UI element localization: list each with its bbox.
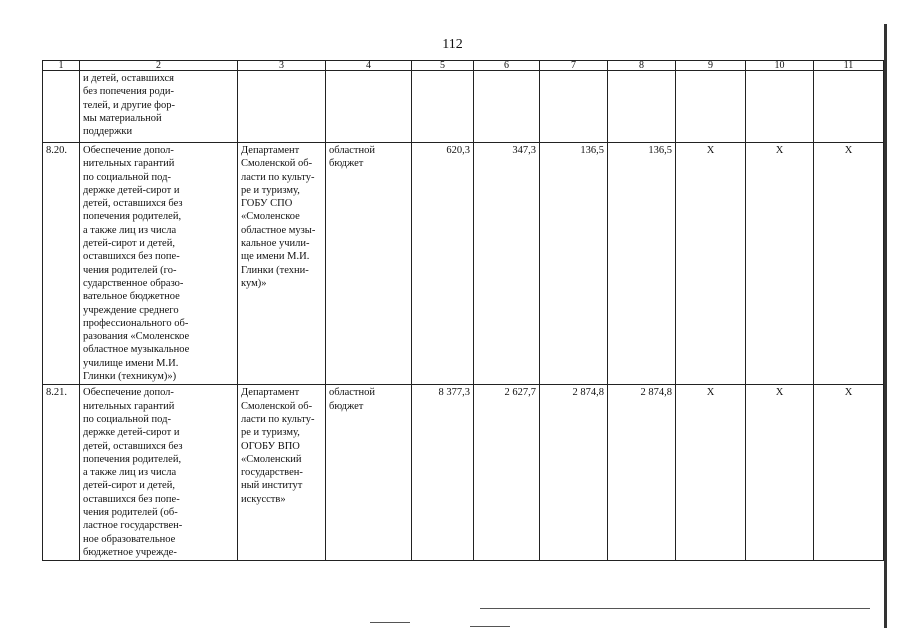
column-header: 9: [676, 61, 746, 71]
page-number: 112: [442, 37, 463, 52]
row-value-9: X: [676, 143, 746, 385]
column-number-row: [43, 61, 884, 71]
column-header: 10: [746, 61, 814, 71]
row-value-8: 136,5: [608, 143, 676, 385]
scan-edge-mark: [884, 24, 887, 628]
row-value-11: X: [814, 143, 884, 385]
row-value-9: X: [676, 385, 746, 561]
row-value-11: X: [814, 385, 884, 561]
row-value-8: 2 874,8: [608, 385, 676, 561]
column-header: 1: [43, 61, 80, 71]
table-row: [43, 143, 884, 385]
column-header: 3: [238, 61, 326, 71]
row-value-6: 347,3: [474, 143, 540, 385]
scan-artifact-line: [370, 622, 410, 623]
row-value-10: X: [746, 143, 814, 385]
row-value-5: 620,3: [412, 143, 474, 385]
budget-table: [42, 60, 884, 561]
table-row: [43, 385, 884, 561]
scan-artifact-line: [480, 608, 870, 609]
column-header: 11: [814, 61, 884, 71]
continuation-row: [43, 71, 884, 143]
row-value-10: X: [746, 385, 814, 561]
row-source: областной бюджет: [326, 143, 412, 385]
row-description: Обеспечение допол- нительных гарантий по социальной под- держке детей-сирот и детей, оставшихся без попечения родителей, а также лиц из числа детей-сирот и детей, оставшихся без попе- чения родителей (го- сударственное образо- вательное бюджетное учреждение среднего профессионального об- разования «Смоленское областное музыкальное училище имени М.И. Глинки (техникум)»): [80, 143, 238, 385]
column-header: 6: [474, 61, 540, 71]
row-value-7: 136,5: [540, 143, 608, 385]
column-header: 5: [412, 61, 474, 71]
row-value-5: 8 377,3: [412, 385, 474, 561]
continuation-description: и детей, оставшихся без попечения роди- телей, и другие фор- мы материальной поддержки: [80, 71, 238, 143]
scan-artifact-line: [470, 626, 510, 627]
column-header: 8: [608, 61, 676, 71]
row-number: 8.21.: [43, 385, 80, 561]
row-executor: Департамент Смоленской об- ласти по культу- ре и туризму, ОГОБУ ВПО «Смоленский государствен- ный институт искусств»: [238, 385, 326, 561]
row-executor: Департамент Смоленской об- ласти по культу- ре и туризму, ГОБУ СПО «Смоленское областное музы- кальное учили- ще имени М.И. Глинки (техни- кум)»: [238, 143, 326, 385]
column-header: 2: [80, 61, 238, 71]
column-header: 7: [540, 61, 608, 71]
column-header: 4: [326, 61, 412, 71]
row-number: 8.20.: [43, 143, 80, 385]
row-description: Обеспечение допол- нительных гарантий по социальной под- держке детей-сирот и детей, оставшихся без попечения родителей, а также лиц из числа детей-сирот и детей, оставшихся без попе- чения родителей (об- ластное государствен- ное образовательное бюджетное учрежде-: [80, 385, 238, 561]
row-value-6: 2 627,7: [474, 385, 540, 561]
row-source: областной бюджет: [326, 385, 412, 561]
row-value-7: 2 874,8: [540, 385, 608, 561]
